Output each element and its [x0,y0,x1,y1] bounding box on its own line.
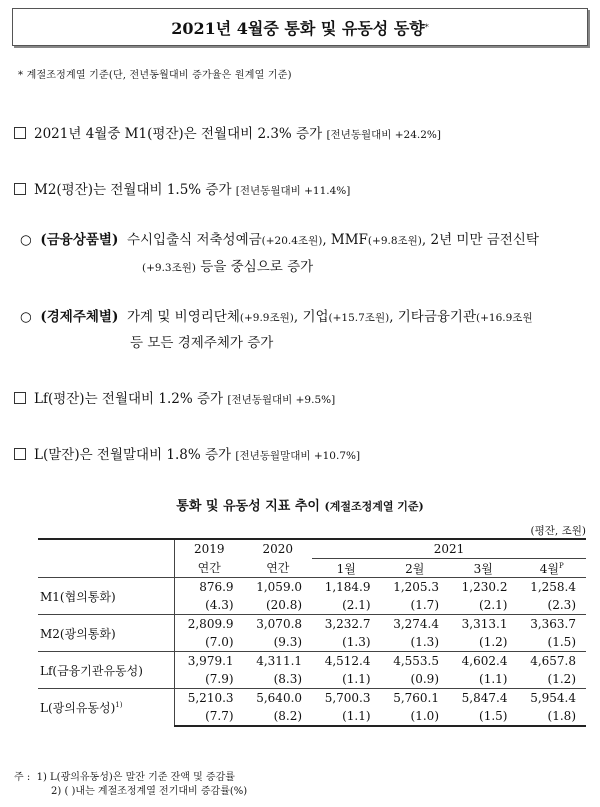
cell-rate: (7.9) [175,670,244,689]
bullet-sector-text4: 등 모든 경제주체가 증가 [130,335,274,351]
cell-value: 5,700.3 [312,689,380,708]
table-title [0,495,600,514]
footnote-1 [14,771,247,785]
col-header: 2월 [405,561,425,576]
table-row-m1 [38,578,586,597]
cell-value: 1,230.2 [449,578,517,597]
cell-rate: (1.1) [312,707,380,726]
table-title-text: 통화 및 유동성 지표 추이 [176,499,320,514]
cell-value: 1,059.0 [244,578,312,597]
cell-rate: (1.5) [449,707,517,726]
checkbox-icon [14,183,26,195]
bullet-sector-text3: , 기타금융기관 [389,309,477,325]
year-header: 2020 [244,539,312,559]
item-m1-text: 2021년 4월중 M1(평잔)은 전월대비 2.3% 증가 [34,126,323,142]
checkbox-icon [14,392,26,404]
checkbox-icon [14,127,26,139]
cell-value: 3,232.7 [312,615,380,634]
bullet-sector-text2: , 기업 [293,309,329,325]
circle-bullet-icon: ○ [20,232,32,248]
cell-value: 4,311.1 [244,652,312,671]
cell-rate: (7.0) [175,633,244,652]
table-unit: (평잔, 조원) [530,525,586,537]
cell-rate: (9.3) [273,635,303,649]
row-label: M2(광의통화) [38,615,175,652]
cell-rate: (2.3) [547,598,576,612]
bullet-product-amount2: (+9.8조원) [367,235,422,247]
cell-rate: (0.9) [410,672,439,686]
table-header-cols [38,559,586,578]
col-header: 연간 [266,561,290,576]
bullet-product [20,228,539,248]
title-text: 2021년 4월중 통화 및 유동성 동향 [171,18,425,38]
item-lf-yoy: [전년동월대비 +9.5%] [227,394,336,406]
bullet-sector-amount2: (+15.7조원) [328,312,390,324]
title-mark: * [424,22,429,32]
cell-value: 4,602.4 [449,652,517,671]
item-l-text: L(말잔)은 전월말대비 1.8% 증가 [34,447,232,463]
cell-rate: (4.3) [175,596,244,615]
col-header: 연간 [175,559,244,578]
bullet-product-cont [142,255,313,275]
cell-value: 3,274.4 [381,615,449,634]
bullet-sector-text1: 가계 및 비영리단체 [126,309,240,325]
col-header [517,559,586,578]
bullet-product-label: (금융상품별) [40,232,119,248]
header-corner [38,539,175,559]
cell-rate: (8.3) [273,672,303,686]
row-label-sup: 1) [115,701,123,709]
item-m2 [14,178,350,198]
cell-rate: (1.2) [479,635,508,649]
item-m2-text: M2(평잔)는 전월대비 1.5% 증가 [34,182,232,198]
preliminary-mark: P [559,561,564,570]
item-l [14,443,360,463]
bullet-product-amount1: (+20.4조원) [261,235,323,247]
checkbox-icon [14,448,26,460]
cell-rate: (1.5) [547,635,576,649]
cell-rate: (7.7) [175,707,244,726]
bullet-sector-label: (경제주체별) [40,309,119,325]
cell-value: 1,258.4 [517,578,586,597]
row-label: L(광의유동성) [40,701,116,715]
cell-value: 5,640.0 [244,689,312,708]
table-row-l [38,689,586,708]
cell-rate: (1.7) [410,598,439,612]
year-header: 2021 [312,539,586,559]
col-header: 1월 [336,561,356,576]
item-lf [14,387,335,407]
cell-rate: (2.1) [342,598,371,612]
indicator-table [38,538,586,727]
row-label: M1(협의통화) [38,578,175,615]
item-lf-text: Lf(평잔)는 전월대비 1.2% 증가 [34,391,224,407]
item-m1 [14,122,441,142]
row-label: Lf(금융기관유동성) [38,652,175,689]
table-subtitle: (계절조정계열 기준) [324,500,424,513]
cell-value: 876.9 [175,578,244,597]
cell-rate: (1.2) [547,672,576,686]
cell-value: 5,847.4 [449,689,517,708]
cell-value: 4,512.4 [312,652,380,671]
bullet-product-text4: 등을 중심으로 증가 [195,259,314,275]
bullet-product-text1: 수시입출식 저축성예금 [126,232,262,248]
bullet-product-amount3: (+9.3조원) [142,262,196,274]
cell-value: 3,313.1 [449,615,517,634]
cell-rate: (20.8) [265,598,303,612]
basis-note: * 계절조정계열 기준(단, 전년동월대비 증가율은 원계열 기준) [18,70,292,81]
cell-value: 1,205.3 [381,578,449,597]
cell-rate: (1.8) [517,707,586,726]
bullet-sector [20,305,533,325]
year-header: 2019 [175,539,244,559]
cell-value: 5,760.1 [381,689,449,708]
bullet-product-text3: , 2년 미만 금전신탁 [421,232,539,248]
cell-value: 2,809.9 [175,615,244,634]
item-m2-yoy: [전년동월대비 +11.4%] [235,185,351,197]
cell-value: 4,657.8 [517,652,586,671]
cell-value: 1,184.9 [312,578,380,597]
bullet-sector-amount3: (+16.9조원 [476,312,533,324]
footnote-1-text: 1) L(광의유동성)은 말잔 기준 잔액 및 증감률 [36,772,235,783]
circle-bullet-icon: ○ [20,309,32,325]
item-l-yoy: [전년동월말대비 +10.7%] [235,450,361,462]
cell-value: 5,210.3 [175,689,244,708]
table-header-years [38,539,586,559]
table-row-m2 [38,615,586,634]
cell-rate: (1.3) [410,635,439,649]
bullet-product-text2: , MMF [322,232,368,248]
cell-value: 3,070.8 [244,615,312,634]
footnote-2: 2) ( )내는 계절조정계열 전기대비 증감률(%) [51,786,248,797]
col-header: 3월 [473,561,493,576]
bullet-sector-amount1: (+9.9조원) [239,312,294,324]
cell-value: 5,954.4 [517,689,586,708]
item-m1-yoy: [전년동월대비 +24.2%] [326,129,441,141]
footnotes [14,771,247,799]
cell-rate: (1.3) [342,635,371,649]
cell-value: 3,979.1 [175,652,244,671]
row-label-l [38,689,175,727]
footnote-prefix: 주 : [14,772,31,783]
cell-rate: (1.1) [342,672,371,686]
cell-rate: (8.2) [244,707,312,726]
cell-rate: (1.0) [381,707,449,726]
table-row-lf [38,652,586,671]
col-header-april: 4월 [539,561,559,576]
cell-value: 4,553.5 [381,652,449,671]
cell-rate: (2.1) [479,598,508,612]
page-title [12,8,588,46]
bullet-sector-cont [130,331,273,351]
cell-value: 3,363.7 [517,615,586,634]
cell-rate: (1.1) [479,672,508,686]
